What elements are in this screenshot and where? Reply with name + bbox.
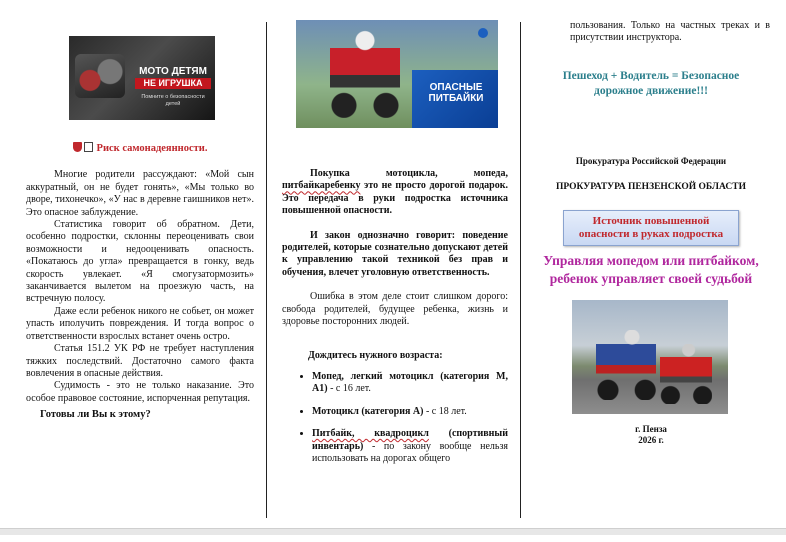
danger-source-box: Источник повышенной опасности в руках подростка [563, 210, 739, 246]
requirement-vehicle: Питбайк, квадроцикл [312, 428, 429, 440]
rider-image [330, 28, 400, 118]
paragraph: Судимость - это не только наказание. Это особое правовое состояние, испорченная репутация. [26, 380, 254, 404]
column-divider [520, 22, 521, 518]
closing-question: Готовы ли Вы к этому? [40, 409, 151, 421]
dangerous-pitbikes-banner [296, 20, 498, 128]
column-right [532, 20, 770, 446]
law-paragraph: И закон однозначно говорит: поведение родителей, которые сознательно допускают детей к управлению такой техникой без прав и обучения, влечет уголовную ответственность. [282, 229, 508, 278]
risk-heading [26, 142, 254, 155]
slogan-line2: дорожное движение!!! [594, 84, 708, 97]
children-on-pitbikes-photo [572, 300, 728, 414]
banner-title-line2: НЕ ИГРУШКА [135, 78, 211, 89]
slogan-line1: Пешеход + Водитель = Безопасное [562, 69, 740, 82]
safety-slogan [532, 69, 770, 99]
year: 2026 г. [638, 434, 664, 445]
bottom-scroll-edge [0, 528, 786, 535]
motorcycle-image [75, 54, 125, 98]
column-left [26, 36, 254, 422]
list-item [312, 428, 508, 465]
prosecutor-federal: Прокуратура Российской Федерации [575, 155, 727, 166]
requirement-vehicle: Мотоцикл (категория А) [312, 405, 424, 417]
risk-heading-text: Риск самонадеянности. [96, 143, 208, 154]
paragraph: Даже если ребенок никого не собьет, он может упасть иполучить повреждения. И тогда вопрос о ответственности взрослых встанет очень остро. [26, 305, 254, 342]
city: г. Пенза [635, 423, 667, 434]
checkbox-glyph-icon [84, 142, 93, 152]
paragraph: Статистика говорит об обратном. Дети, особенно подростки, склонны переоценивать свои возможности и недооценивать опасность. «Покатаюсь до угла» превращается в гонку, ведь скорость увлекает. «Я смогузатормозить» заканчивается вылетом на проезжую часть, на встречную полосу. [26, 219, 254, 305]
paragraph: Многие родители рассуждают: «Мой сын аккуратный, он не будет гонять», «Мы только во дворе, тихонечко», «У нас в деревне гаишников нет». Это опасное заблуждение. [26, 169, 254, 218]
purchase-text: Покупка мотоцикла, мопеда, [310, 168, 508, 179]
banner-title-line1: МОТО ДЕТЯМ [139, 66, 207, 77]
shield-icon [73, 142, 82, 152]
mistake-paragraph: Ошибка в этом деле стоит слишком дорого: свобода родителей, будущее ребенка, жизнь и здоровье посторонних людей. [282, 291, 508, 328]
column-divider [266, 22, 267, 518]
requirement-age: - по закону вообще нельзя использовать на дорогах общего [312, 440, 508, 464]
list-item [312, 406, 508, 418]
requirement-vehicle-note: (спортивный инвентарь) [312, 428, 508, 452]
requirement-age: - с 16 лет. [327, 383, 371, 395]
brochure-headline: Управляя мопедом или питбайком, ребенок управляет своей судьбой [543, 252, 759, 286]
requirement-age: - с 18 лет. [423, 405, 467, 417]
list-item [312, 371, 508, 396]
logo-icon [478, 28, 488, 38]
footer [532, 424, 770, 446]
continuation-text: пользования. Только на частных треках и в присутствии инструктора. [570, 20, 770, 44]
banner-caption: Помните о безопасности детей [141, 94, 205, 107]
column-middle [282, 20, 508, 475]
requirement-vehicle: Мопед, легкий мотоцикл (категория М, А1) [312, 370, 508, 395]
purchase-paragraph [282, 168, 508, 218]
age-requirements-title: Дождитесь нужного возраста: [308, 350, 443, 362]
age-requirements-list [282, 371, 508, 465]
moto-children-banner [69, 36, 215, 120]
misspelled-word: питбайкаребенку [282, 180, 361, 192]
banner-title-line1: ОПАСНЫЕ [429, 82, 483, 93]
prosecutor-regional: ПРОКУРАТУРА ПЕНЗЕНСКОЙ ОБЛАСТИ [556, 182, 746, 193]
banner-title-line2: ПИТБАЙКИ [428, 93, 484, 104]
rider-image [596, 330, 656, 400]
paragraph: Статья 151.2 УК РФ не требует наступления тяжких последствий. Достаточно самого факта вовлечения в опасные действия. [26, 343, 254, 379]
rider-image [660, 344, 712, 404]
banner-title [416, 82, 496, 104]
purchase-text-rest: это не просто дорогой подарок. Это передача в руки подростка источника повышенной опасности. [282, 180, 508, 217]
